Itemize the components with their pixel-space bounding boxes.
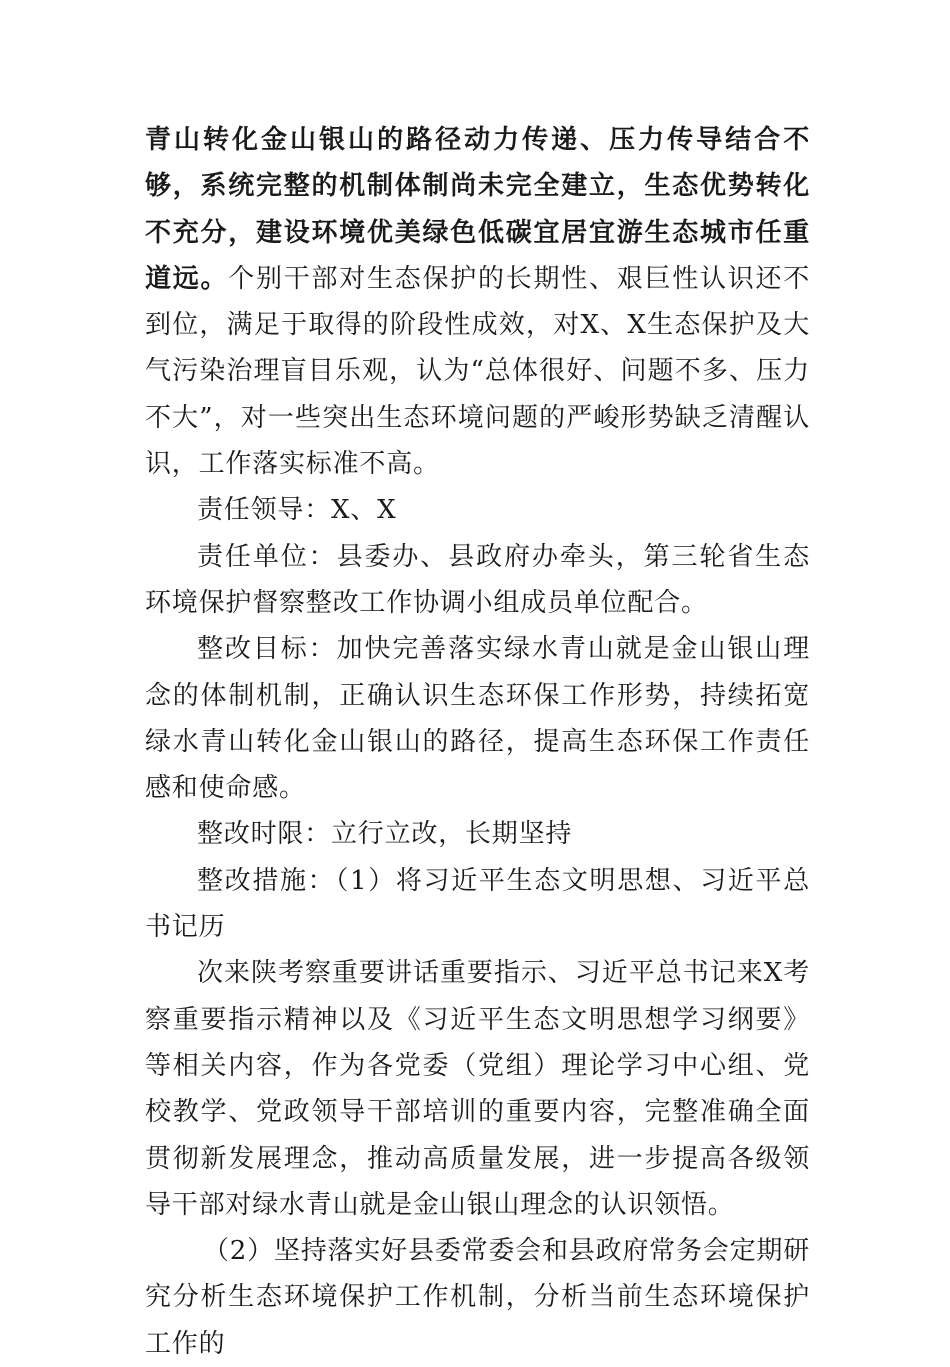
document-body [145,117,810,1367]
paragraph-measure-1: 次来陕考察重要讲话重要指示、习近平总书记来X考察重要指示精神以及《习近平生态文明思想学习纲要》等相关内容，作为各党委（党组）理论学习中心组、党校教学、党政领导干部培训的重要内容，完整准确全面贯彻新发展理念，推动高质量发展，进一步提高各级领导干部对绿水青山就是金山银山理念的认识领悟。 [145,958,810,1220]
paragraph-measure-2: （2）坚持落实好县委常委会和县政府常务会定期研究分析生态环境保护工作机制，分析当前生态环境保护工作的 [145,1236,810,1359]
paragraph-rectification-measures: 整改措施：（1）将习近平生态文明思想、习近平总书记历 [145,865,810,943]
paragraph-rectification-deadline: 整改时限：立行立改，长期坚持 [197,819,573,850]
paragraph-intro [145,117,810,487]
paragraph-responsible-unit: 责任单位：县委办、县政府办牵头，第三轮省生态环境保护督察整改工作协调小组成员单位配合。 [145,541,810,618]
paragraph-rectification-goal: 整改目标：加快完善落实绿水青山就是金山银山理念的体制机制，正确认识生态环保工作形势，持续拓宽绿水青山转化金山银山的路径，提高生态环保工作责任感和使命感。 [145,634,810,804]
paragraph-intro-regular-text: 个别干部对生态保护的长期性、艰巨性认识还不到位，满足于取得的阶段性成效，对X、X生态保护及大气污染治理盲目乐观，认为“总体很好、问题不多、压力不大”，对一些突出生态环境问题的严峻形势缺乏清醒认识，工作落实标准不高。 [145,263,810,480]
paragraph-intro-bold-text: 青山转化金山银山的路径动力传递、压力传导结合不够，系统完整的机制体制尚未完全建立，生态优势转化不充分，建设环境优美绿色低碳宜居宜游生态城市任重道远。 [145,125,810,294]
paragraph-responsible-leader: 责任领导：X、X [197,495,397,526]
